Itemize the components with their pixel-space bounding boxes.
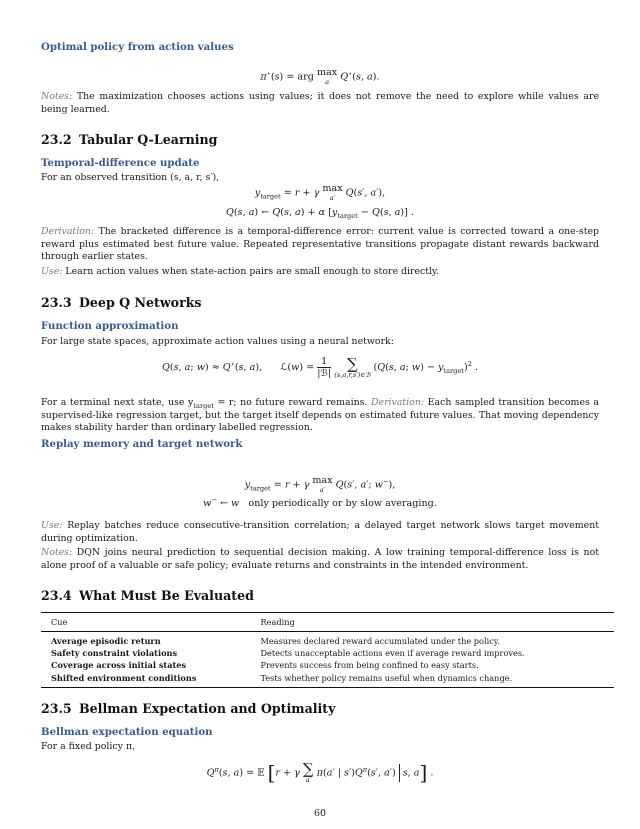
section-title: Deep Q Networks (79, 295, 202, 310)
section-heading-23-2 (41, 132, 599, 147)
intro-neural-network: For large state spaces, approximate action values using a neural network: (41, 336, 394, 347)
intro-transition: For an observed transition (s, a, r, s′), (41, 172, 220, 183)
section-title: Bellman Expectation and Optimality (79, 701, 336, 716)
equation-weight-copy: w− ← w only periodically or by slow averaging. (203, 495, 437, 509)
notes-label: Notes: (41, 91, 73, 102)
section-number: 23.3 (41, 295, 72, 310)
subheading-bellman-expectation: Bellman expectation equation (41, 726, 213, 738)
intro-fixed-policy: For a fixed policy π, (41, 741, 136, 752)
notes-paragraph-2 (41, 547, 599, 572)
para-text-c: Each sampled transition becomes a supervised-like regression target, but the target itself depends on estimated future values. That moving dependency makes stability harder than ordinary labelled regression. (41, 397, 599, 434)
terminal-state-paragraph: For a terminal next state, use $y_{target} = r$; no future reward remains. Derivation: Each sampled transition becomes a supervised-like regression target, but the target itself depends on estimated future values. That moving dependency makes stability harder than ordinary labelled regression. (41, 397, 599, 434)
section-heading-23-4 (41, 588, 599, 603)
equation-optimal-policy: π⋆(s) = arg max a Q⋆(s, a). (260, 67, 380, 86)
section-heading-23-3 (41, 295, 599, 310)
table-cell-reading: Measures declared reward accumulated under the policy. (260, 636, 500, 646)
derivation-paragraph-1 (41, 226, 599, 264)
para-text-a: For a terminal next state, use y (41, 397, 194, 408)
equation-ytarget: $y_{target} = r + \gamma$ max a′ Q(s′, a′), (254, 183, 386, 202)
use-paragraph-2 (41, 520, 599, 545)
notes-label: Notes: (41, 547, 73, 558)
notes-text: DQN joins neural prediction to sequential decision making. A low training temporal-difference loss is not alone proof of a valuable or safe policy; evaluate returns and constraints in the intended environment. (41, 547, 599, 571)
table-header-reading: Reading (250, 613, 614, 632)
equation-q-update: Q(s, a) ← Q(s, a) + α [$y_{target} - Q(s$, a)] . (226, 207, 414, 220)
equation-target-network: $y_{target} = r + \gamma$ max a′ Q(s′, a′; w−), (244, 475, 396, 494)
table-cell-cue: Shifted environment conditions (41, 672, 250, 688)
table-header-cue: Cue (41, 613, 250, 632)
section-title: What Must Be Evaluated (79, 588, 254, 603)
subheading-optimal-policy: Optimal policy from action values (41, 41, 234, 53)
table-cell-cue: Average episodic return (51, 636, 161, 646)
equation-dqn-loss: Q(s, a; w) ≈ Q⋆(s, a), ℒ(w) = $\frac{1}{\text{|ℬ|}}$ ∑ (s,a,r,s′)∈ℬ (Q(s, a; $w) - y_{target})^2$ . (161, 354, 479, 379)
table-cell-reading: Tests whether policy remains useful when dynamics change. (250, 672, 614, 688)
use-text: Learn action values when state-action pairs are small enough to store directly. (65, 266, 440, 277)
page-number: 60 (314, 808, 326, 819)
subheading-function-approx: Function approximation (41, 320, 179, 332)
table-row (41, 632, 614, 648)
use-paragraph-1 (41, 266, 599, 279)
use-label: Use: (41, 266, 63, 277)
derivation-label: Derivation: (371, 397, 425, 408)
subheading-replay-memory: Replay memory and target network (41, 438, 243, 450)
table-cell-cue: Safety constraint violations (51, 648, 178, 659)
section-number: 23.4 (41, 588, 72, 603)
section-heading-23-5 (41, 701, 599, 716)
table-cell-reading: Prevents success from being confined to easy starts. (260, 660, 479, 671)
section-number: 23.2 (41, 132, 72, 147)
table-header-row (41, 613, 614, 632)
subheading-td-update: Temporal-difference update (41, 157, 200, 169)
table-row (41, 672, 614, 688)
para-text-b: = r; no future reward remains. (213, 397, 368, 408)
evaluation-table (41, 612, 614, 688)
section-title: Tabular Q-Learning (79, 132, 218, 147)
equation-note: only periodically or by slow averaging. (248, 498, 437, 509)
use-label: Use: (41, 520, 63, 531)
notes-text: The maximization chooses actions using values; it does not remove the need to explore while values are being learned. (41, 91, 599, 115)
table-row (41, 647, 614, 659)
table-row (41, 659, 614, 671)
section-number: 23.5 (41, 701, 72, 716)
notes-paragraph-1 (41, 91, 599, 116)
equation-bellman-expectation: $Q^\pi(s$, a) = 𝔼 [r + γ ∑ a′ π(a′ | $s')Q^\pi(s'$, a′) s, a] . (206, 760, 434, 785)
table-cell-cue: Coverage across initial states (51, 660, 187, 671)
derivation-label: Derivation: (41, 226, 95, 237)
use-text: Replay batches reduce consecutive-transition correlation; a delayed target network slows target movement during optimization. (41, 520, 599, 544)
table-cell-reading: Detects unacceptable actions even if average reward improves. (260, 648, 525, 659)
derivation-text: The bracketed difference is a temporal-difference error: current value is corrected toward a one-step reward plus estimated best future value. Repeated representative transitions propagate distant rewards backward through earlier states. (41, 226, 600, 263)
